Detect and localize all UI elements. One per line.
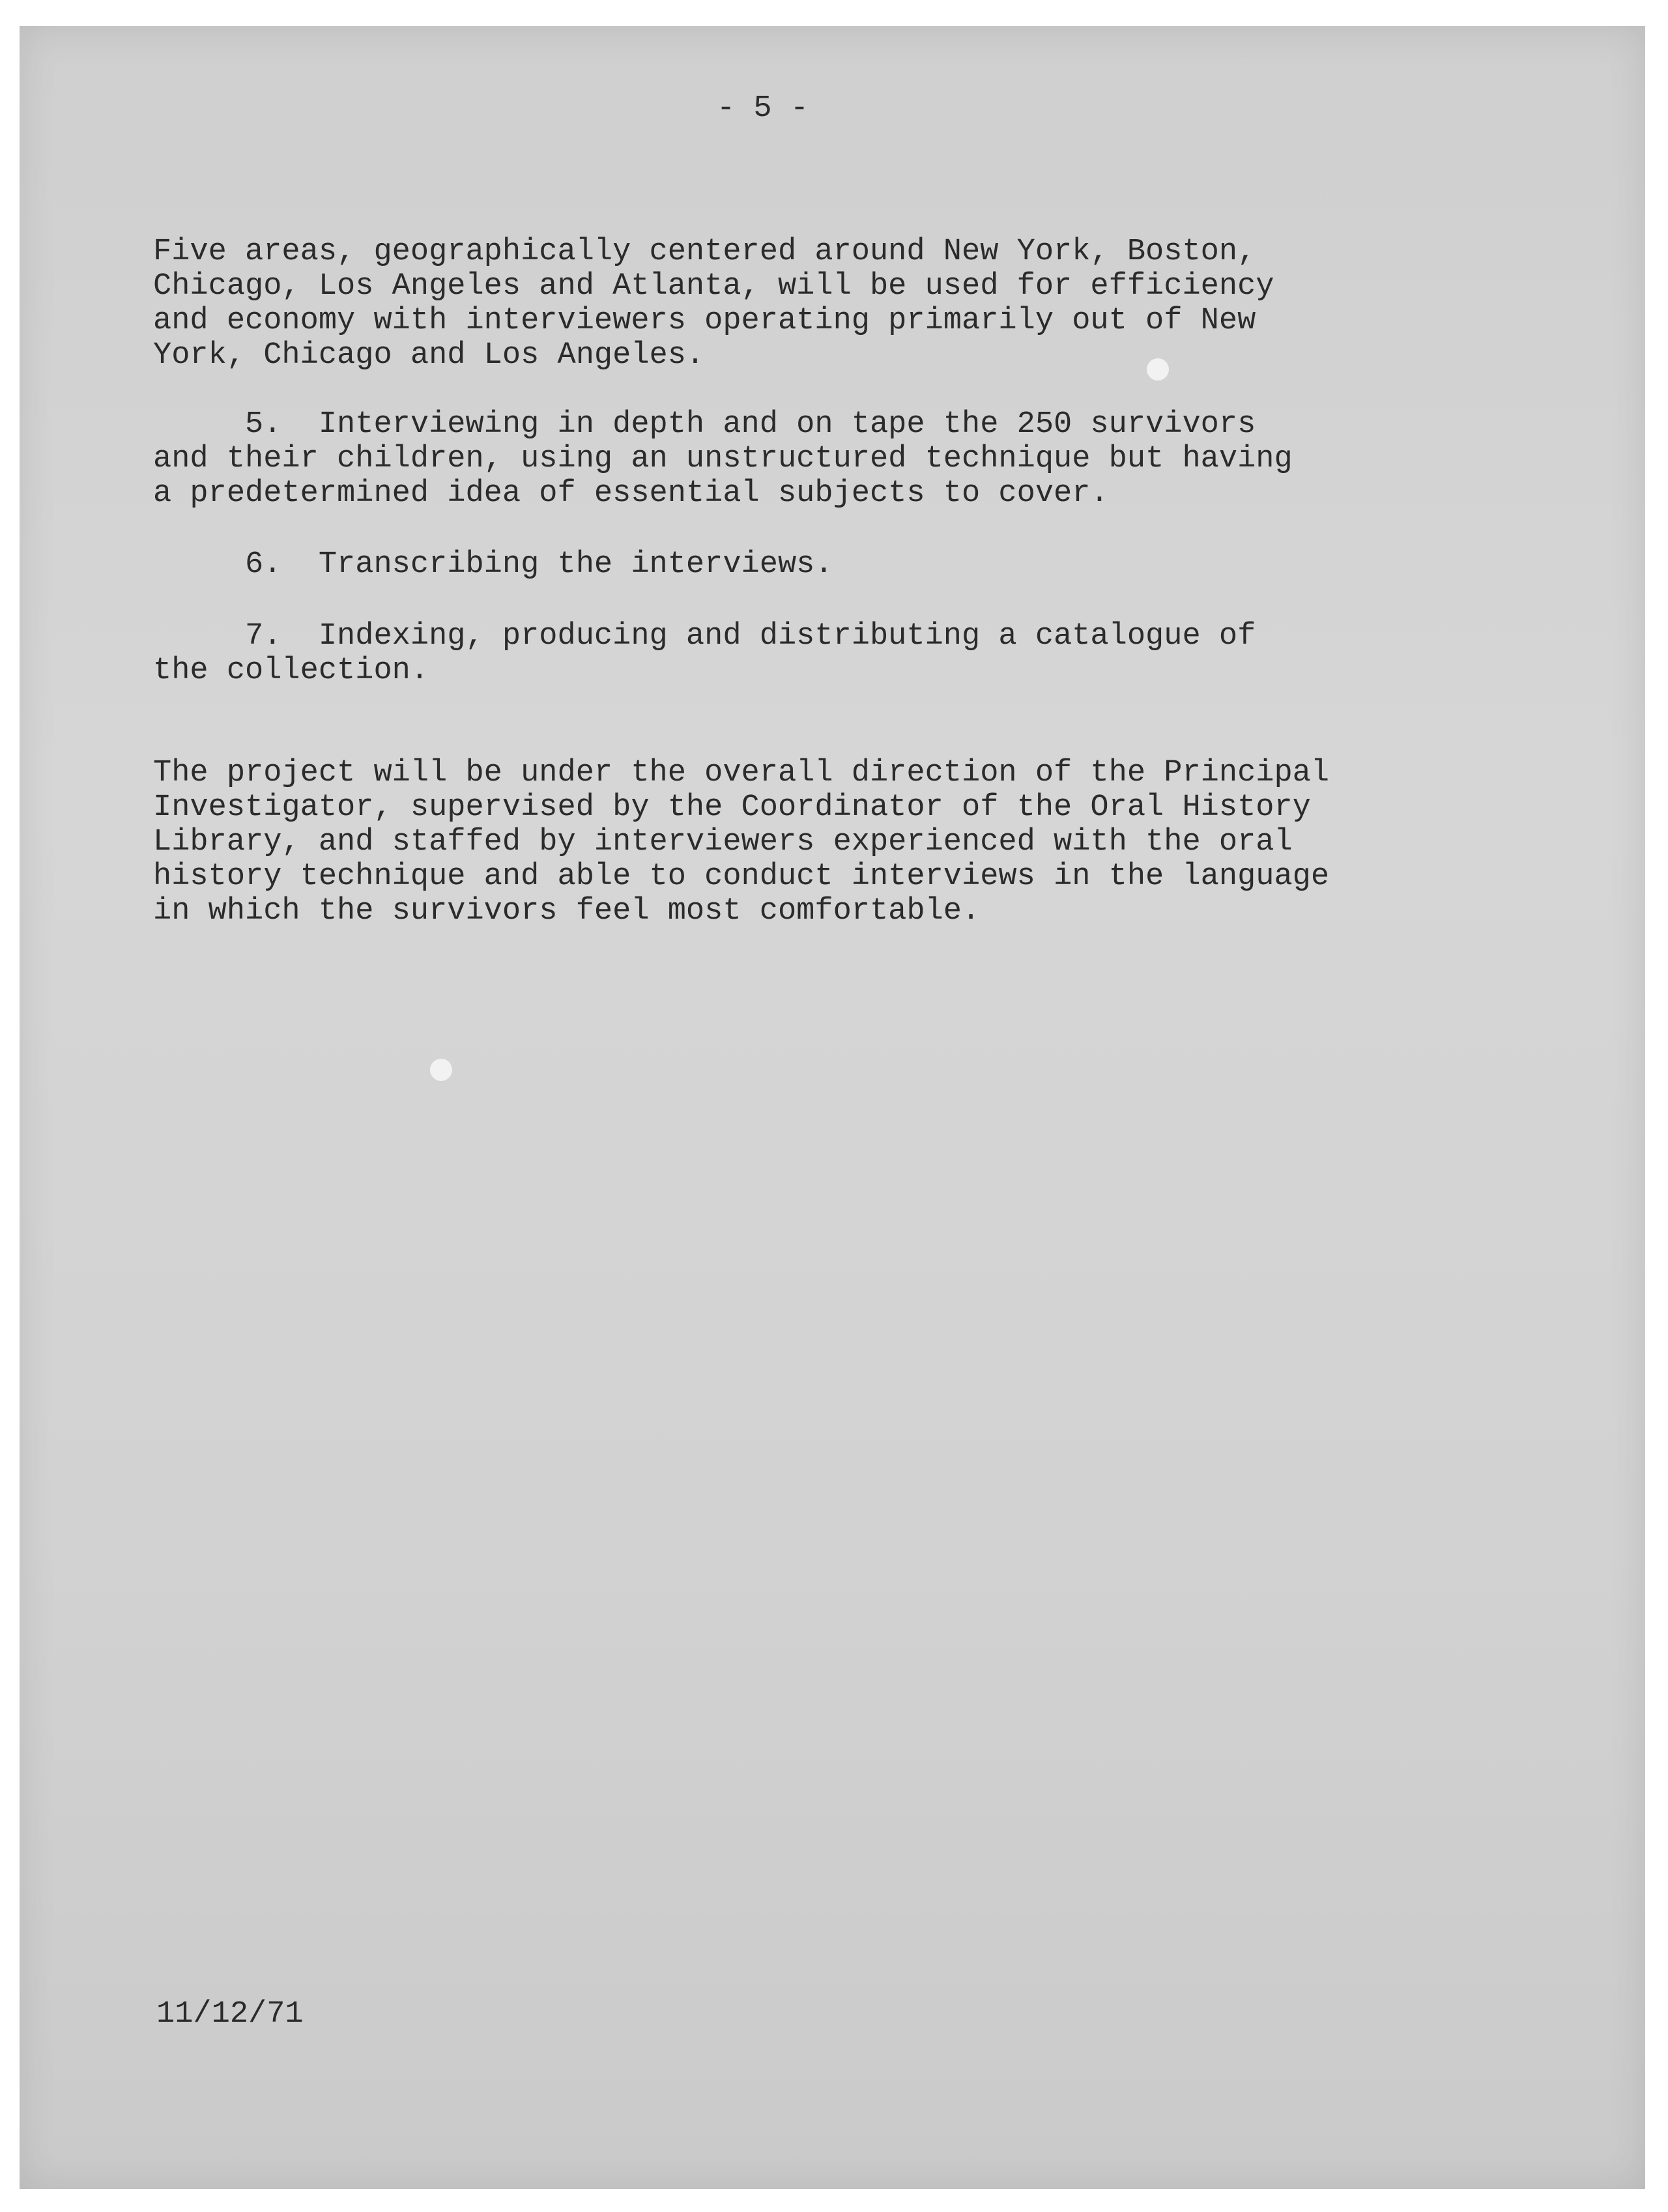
paper-speck: [430, 1059, 452, 1081]
paragraph-areas: Five areas, geographically centered around New York, Boston, Chicago, Los Angeles and Atlanta, will be used for efficiency and economy with interviewers operating primarily out of New York, Chicago and Los Angeles.: [153, 235, 1274, 373]
paragraph-direction: The project will be under the overall direction of the Principal Investigator, supervised by the Coordinator of the Oral History Library, and staffed by interviewers experienced with the oral history technique and able to conduct interviews in the language in which the survivors feel most comfortable.: [153, 756, 1330, 928]
list-item-6: 6. Transcribing the interviews.: [153, 547, 833, 582]
page-number: - 5 -: [717, 91, 809, 126]
list-item-7: 7. Indexing, producing and distributing a catalogue of the collection.: [153, 619, 1256, 688]
document-date: 11/12/71: [156, 1997, 304, 2032]
list-item-5: 5. Interviewing in depth and on tape the 250 survivors and their children, using an unstructured technique but having a predetermined idea of essential subjects to cover.: [153, 407, 1293, 511]
